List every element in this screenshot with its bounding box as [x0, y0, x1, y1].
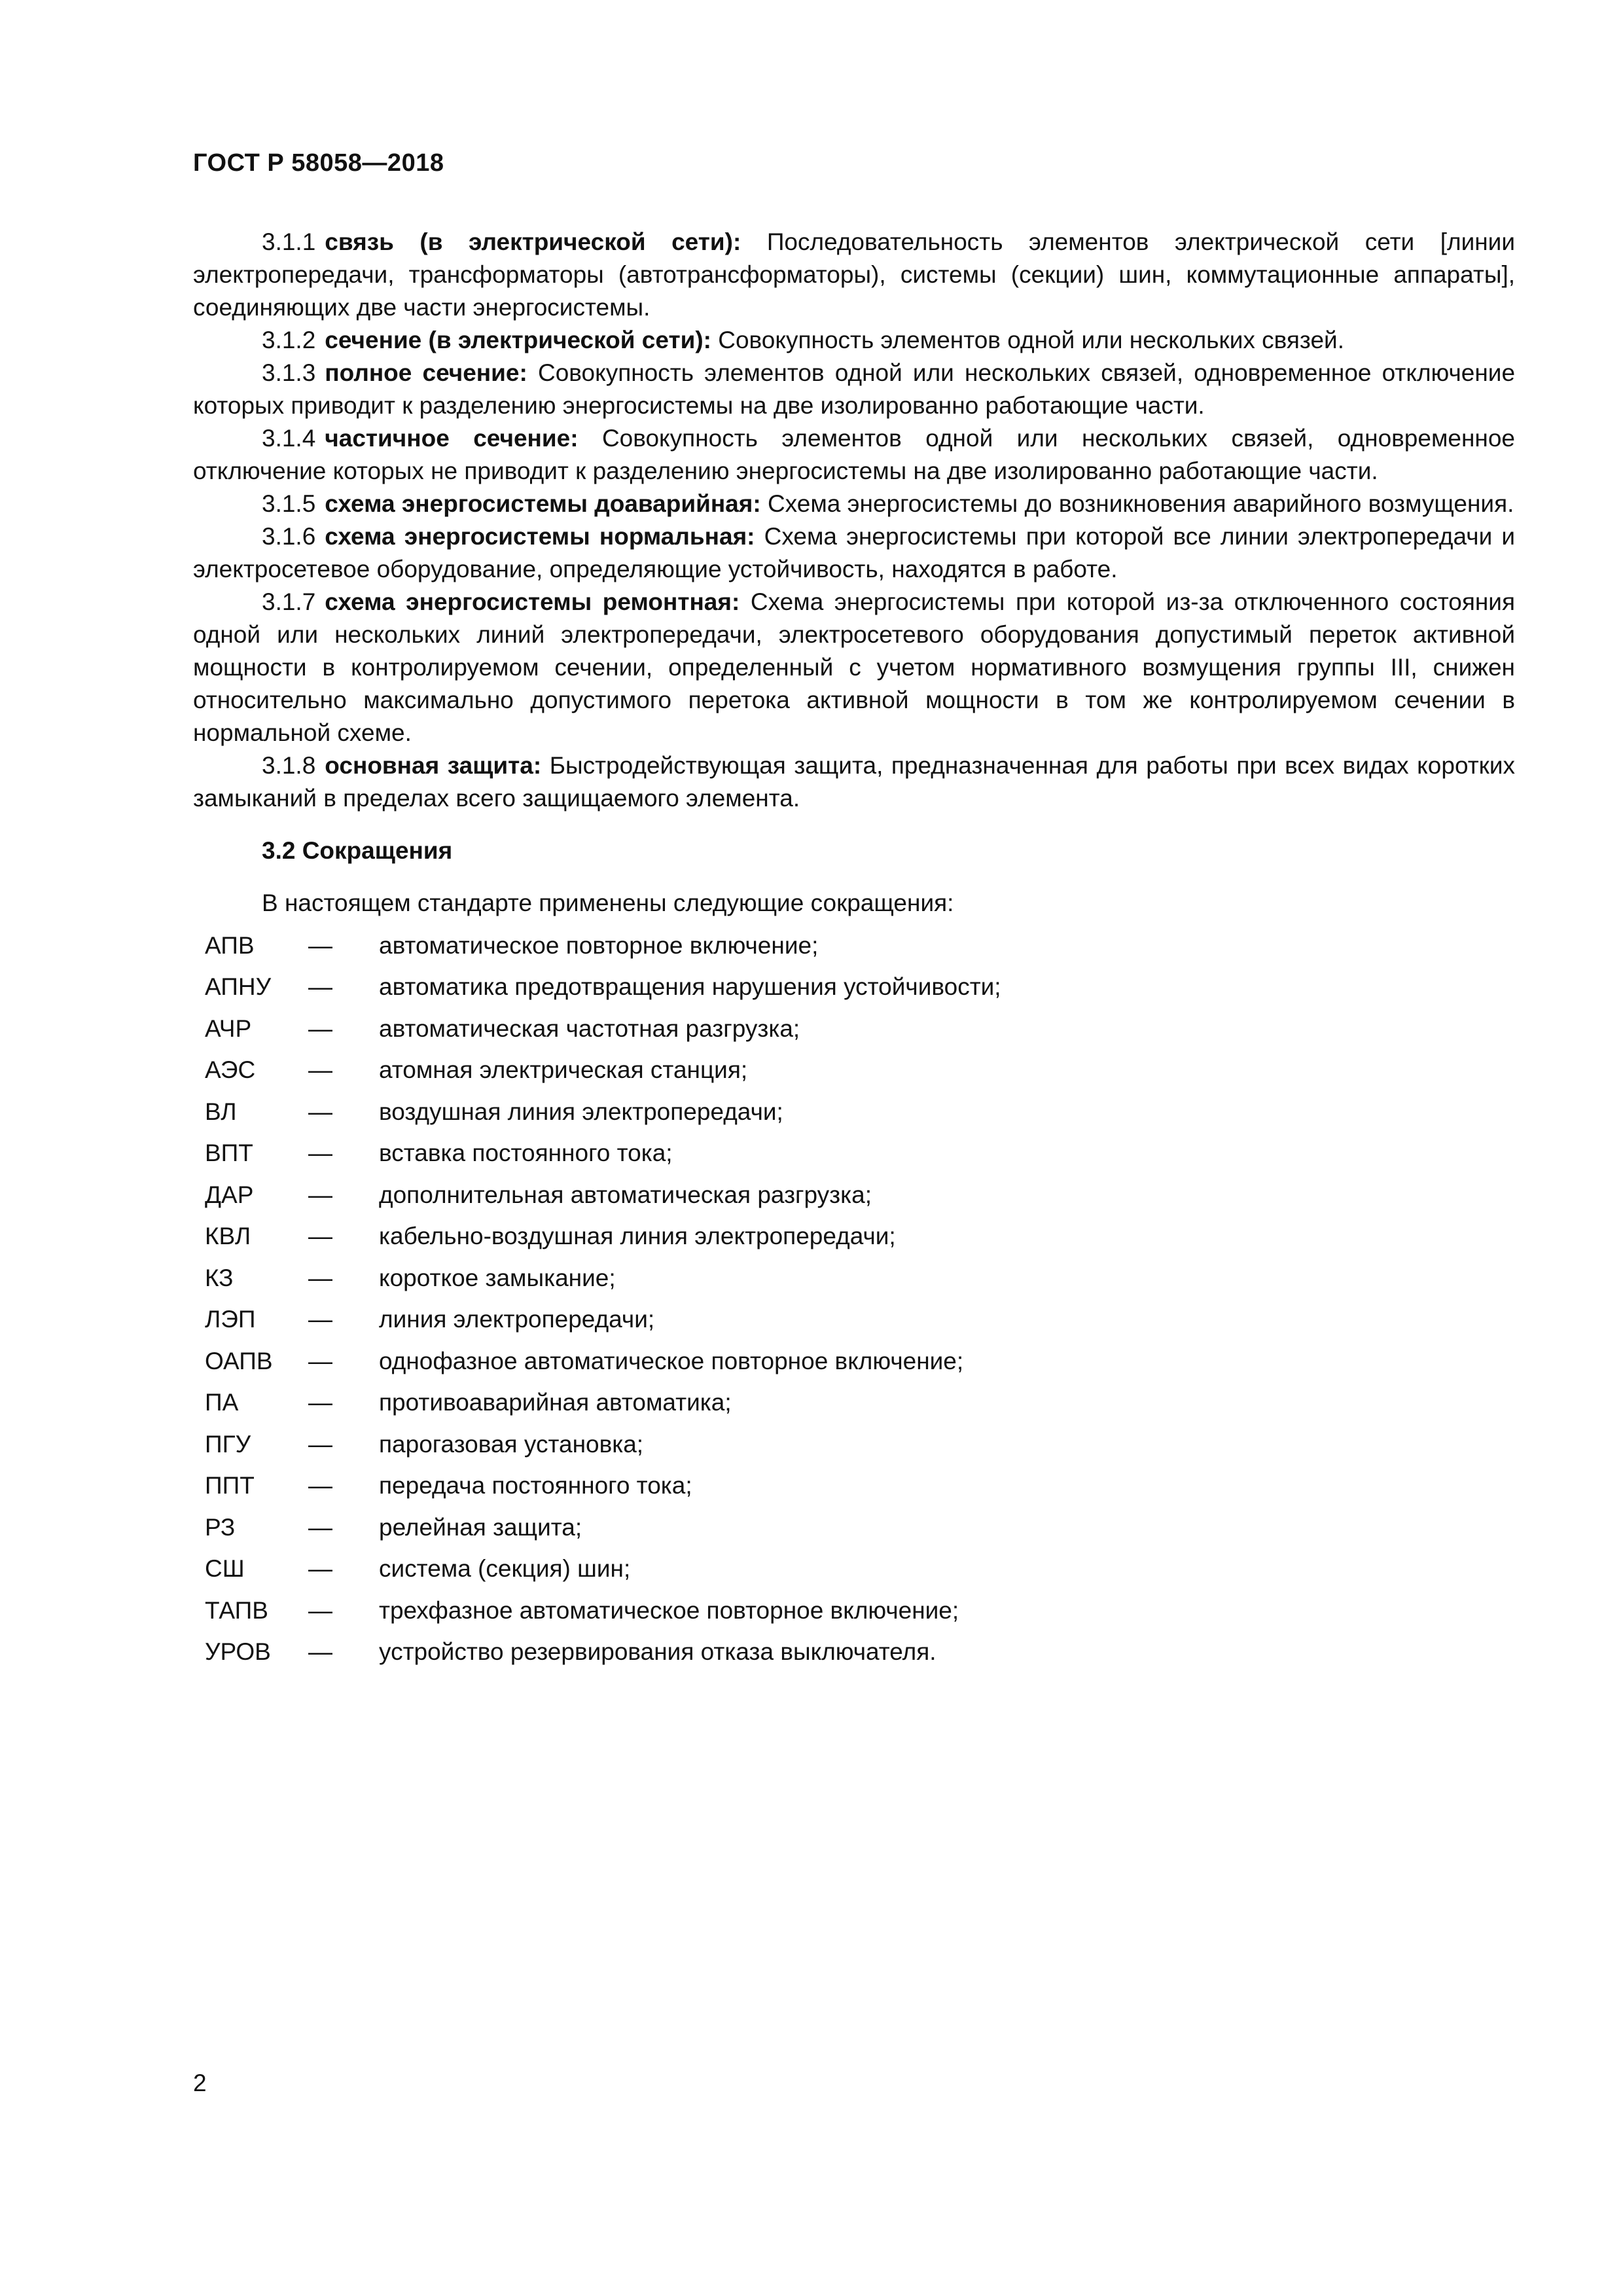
term-number: 3.1.6 — [262, 523, 316, 550]
abbreviation-dash: — — [308, 973, 332, 1001]
abbreviation-description: парогазовая установка; — [379, 1430, 644, 1458]
term-number: 3.1.4 — [262, 425, 316, 452]
term-3-1-7 — [193, 586, 1515, 749]
term-number: 3.1.5 — [262, 490, 316, 517]
abbreviation-description: трехфазное автоматическое повторное включение; — [379, 1596, 959, 1624]
term-definition: Совокупность элементов одной или нескольких связей. — [718, 327, 1344, 353]
abbreviation-code: ОАПВ — [205, 1347, 273, 1374]
abbreviation-row — [205, 1549, 1515, 1590]
abbreviation-code: АЧР — [205, 1014, 252, 1042]
abbreviation-code: УРОВ — [205, 1638, 271, 1666]
abbreviation-row — [205, 1050, 1515, 1092]
abbreviation-description: автоматическая частотная разгрузка; — [379, 1014, 800, 1042]
term-definition: Схема энергосистемы при которой все линии электропередачи и электросетевое оборудование, определяющие устойчивость, находятся в работе. — [193, 523, 1516, 583]
abbreviation-row — [205, 1382, 1515, 1424]
abbreviation-dash: — — [308, 1098, 332, 1125]
term-definition: Последовательность элементов электрической сети [линии электропередачи, трансформаторы (автотрансформаторы), системы (секции) шин, коммутационные аппараты], соединяющих две части энергосистемы. — [193, 228, 1516, 321]
abbreviation-dash: — — [308, 1014, 332, 1042]
abbreviation-dash: — — [308, 1223, 332, 1250]
term-number: 3.1.3 — [262, 359, 316, 386]
term-3-1-6 — [193, 520, 1515, 586]
term-3-1-4 — [193, 422, 1515, 488]
abbreviation-code: ПГУ — [205, 1430, 251, 1458]
abbreviation-code: ЛЭП — [205, 1306, 256, 1333]
abbreviation-dash: — — [308, 1638, 332, 1666]
abbreviation-dash: — — [308, 1181, 332, 1208]
abbreviation-description: линия электропередачи; — [379, 1306, 655, 1333]
abbreviation-dash: — — [308, 931, 332, 959]
abbreviation-description: кабельно-воздушная линия электропередачи; — [379, 1223, 896, 1250]
abbreviation-row — [205, 1632, 1515, 1674]
term-name: полное сечение: — [325, 359, 527, 386]
abbreviation-code: КЗ — [205, 1264, 234, 1291]
term-definition: Совокупность элементов одной или нескольких связей, одновременное отключение которых приводит к разделению энергосистемы на две изолированно работающие части. — [193, 359, 1516, 419]
abbreviation-dash: — — [308, 1472, 332, 1499]
abbreviation-code: ДАР — [205, 1181, 254, 1208]
abbreviation-dash: — — [308, 1347, 332, 1374]
term-name: схема энергосистемы ремонтная: — [325, 588, 740, 615]
abbreviation-dash: — — [308, 1139, 332, 1167]
abbreviation-description: система (секция) шин; — [379, 1555, 631, 1583]
abbreviation-row — [205, 1465, 1515, 1507]
abbreviation-row — [205, 1091, 1515, 1133]
abbreviation-code: ТАПВ — [205, 1596, 268, 1624]
term-name: связь (в электрической сети): — [325, 228, 741, 255]
abbreviation-description: атомная электрическая станция; — [379, 1056, 748, 1084]
term-number: 3.1.7 — [262, 588, 316, 615]
term-3-1-3 — [193, 357, 1515, 422]
abbreviation-row — [205, 1216, 1515, 1258]
section-title: 3.2 Сокращения — [262, 837, 453, 864]
abbreviation-dash: — — [308, 1430, 332, 1458]
section-intro: В настоящем стандарте применены следующие сокращения: — [262, 889, 954, 916]
abbreviation-row — [205, 967, 1515, 1009]
term-name: схема энергосистемы нормальная: — [325, 523, 755, 550]
abbreviation-description: автоматическое повторное включение; — [379, 931, 819, 959]
abbreviation-description: короткое замыкание; — [379, 1264, 616, 1291]
abbreviation-row — [205, 1133, 1515, 1175]
abbreviation-code: ППТ — [205, 1472, 255, 1499]
term-name: частичное сечение: — [325, 425, 579, 452]
abbreviation-code: АПВ — [205, 931, 255, 959]
abbreviation-row — [205, 1299, 1515, 1341]
abbreviation-description: воздушная линия электропередачи; — [379, 1098, 783, 1125]
abbreviation-row — [205, 1507, 1515, 1549]
abbreviation-code: АЭС — [205, 1056, 256, 1084]
abbreviation-list — [205, 925, 1515, 1673]
abbreviation-description: вставка постоянного тока; — [379, 1139, 673, 1167]
abbreviation-code: ВПТ — [205, 1139, 253, 1167]
abbreviation-row — [205, 925, 1515, 967]
abbreviation-code: АПНУ — [205, 973, 272, 1001]
abbreviation-dash: — — [308, 1596, 332, 1624]
abbreviation-row — [205, 1174, 1515, 1216]
term-name: основная защита: — [325, 752, 542, 779]
term-number: 3.1.8 — [262, 752, 316, 779]
abbreviation-dash: — — [308, 1306, 332, 1333]
abbreviation-description: противоаварийная автоматика; — [379, 1389, 732, 1416]
abbreviation-row — [205, 1008, 1515, 1050]
abbreviation-code: ВЛ — [205, 1098, 237, 1125]
term-3-1-5 — [193, 488, 1515, 520]
abbreviation-code: СШ — [205, 1555, 245, 1583]
abbreviation-description: дополнительная автоматическая разгрузка; — [379, 1181, 872, 1208]
abbreviation-code: КВЛ — [205, 1223, 251, 1250]
abbreviation-row — [205, 1340, 1515, 1382]
abbreviation-dash: — — [308, 1513, 332, 1541]
term-3-1-2 — [193, 324, 1515, 357]
term-definition: Быстродействующая защита, предназначенная для работы при всех видах коротких замыканий в пределах всего защищаемого элемента. — [193, 752, 1516, 812]
term-name: сечение (в электрической сети): — [325, 327, 711, 353]
term-3-1-1 — [193, 226, 1515, 324]
document-body — [193, 226, 1515, 1673]
abbreviation-row — [205, 1590, 1515, 1632]
abbreviation-row — [205, 1424, 1515, 1465]
abbreviation-description: автоматика предотвращения нарушения устойчивости; — [379, 973, 1001, 1001]
term-3-1-8 — [193, 749, 1515, 815]
page-number: 2 — [193, 2070, 207, 2096]
abbreviation-description: передача постоянного тока; — [379, 1472, 692, 1499]
abbreviation-code: РЗ — [205, 1513, 236, 1541]
term-number: 3.1.2 — [262, 327, 316, 353]
abbreviation-dash: — — [308, 1389, 332, 1416]
abbreviation-dash: — — [308, 1056, 332, 1084]
term-definition: Схема энергосистемы до возникновения аварийного возмущения. — [767, 490, 1514, 517]
document-header: ГОСТ Р 58058—2018 — [193, 149, 444, 177]
abbreviation-code: ПА — [205, 1389, 239, 1416]
abbreviation-dash: — — [308, 1555, 332, 1583]
term-number: 3.1.1 — [262, 228, 316, 255]
term-definition: Схема энергосистемы при которой из-за отключенного состояния одной или нескольких линий электропередачи, электросетевого оборудования допустимый переток активной мощности в контролируемом сечении, определенный с учетом нормативного возмущения группы III, снижен относительно максимально допустимого перетока активной мощности в том же контролируемом сечении в нормальной схеме. — [193, 588, 1515, 746]
abbreviation-row — [205, 1257, 1515, 1299]
abbreviation-description: релейная защита; — [379, 1513, 582, 1541]
abbreviation-dash: — — [308, 1264, 332, 1291]
abbreviation-description: однофазное автоматическое повторное включение; — [379, 1347, 964, 1374]
term-definition: Совокупность элементов одной или нескольких связей, одновременное отключение которых не приводит к разделению энергосистемы на две изолированно работающие части. — [193, 425, 1515, 484]
term-name: схема энергосистемы доаварийная: — [325, 490, 761, 517]
abbreviation-description: устройство резервирования отказа выключателя. — [379, 1638, 936, 1666]
